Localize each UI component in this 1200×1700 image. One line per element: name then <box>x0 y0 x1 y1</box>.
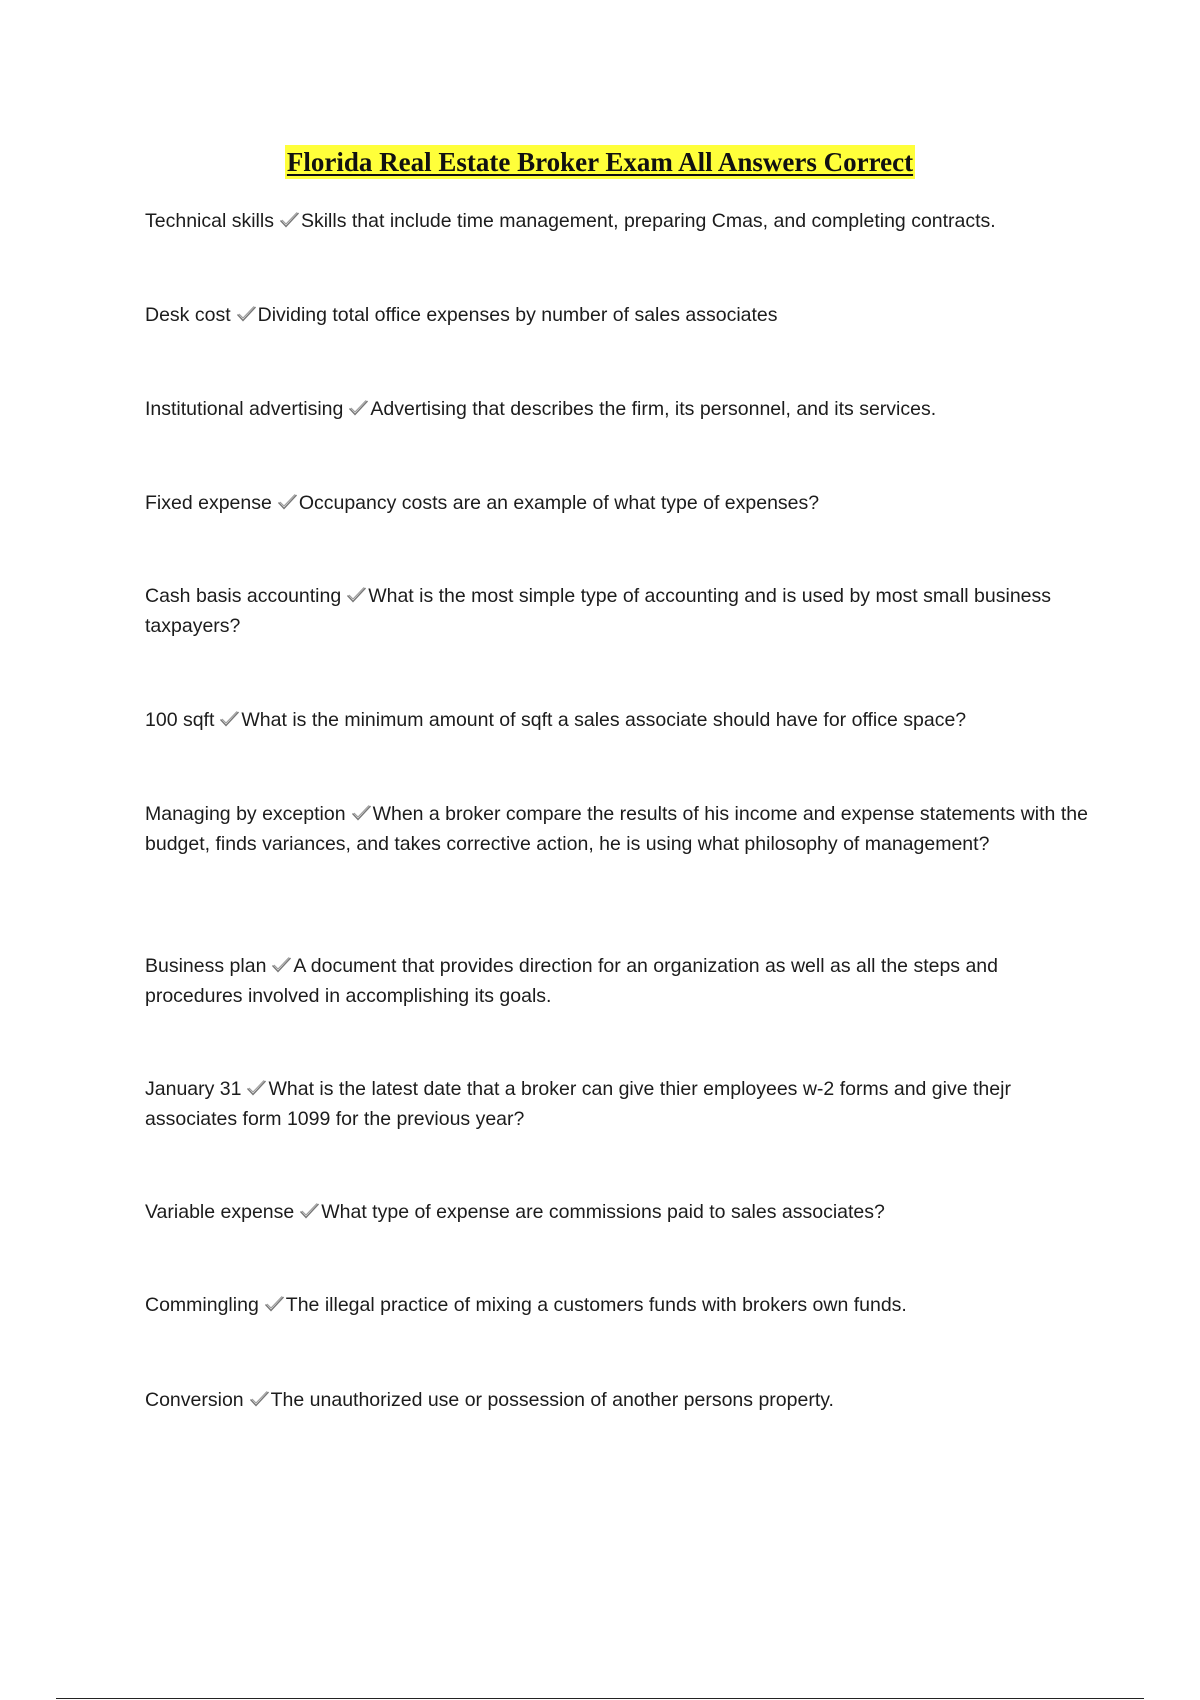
check-mark-icon <box>236 305 257 323</box>
qa-entry <box>145 705 1090 735</box>
check-mark-icon <box>348 399 369 417</box>
check-mark-icon <box>277 493 298 511</box>
entry-definition: When a broker compare the results of his income and expense statements with the budget, finds variances, and takes corrective action, he is using what philosophy of management? <box>145 803 1088 855</box>
qa-entry <box>145 488 1090 518</box>
entry-definition: Occupancy costs are an example of what type of expenses? <box>298 492 820 514</box>
qa-entry <box>145 1197 1090 1227</box>
entry-term: Business plan <box>145 955 267 977</box>
title-container <box>0 145 1200 179</box>
entry-definition: The unauthorized use or possession of another persons property. <box>270 1389 834 1411</box>
qa-entry <box>145 1385 1090 1415</box>
check-mark-icon <box>246 1079 267 1097</box>
check-mark-icon <box>351 804 372 822</box>
entry-definition: Skills that include time management, preparing Cmas, and completing contracts. <box>300 210 996 232</box>
entry-definition: What type of expense are commissions paid to sales associates? <box>321 1201 885 1223</box>
entry-definition: What is the latest date that a broker can give thier employees w-2 forms and give thejr associates form 1099 for the previous year? <box>145 1078 1011 1130</box>
entry-definition: Advertising that describes the firm, its personnel, and its services. <box>370 398 937 420</box>
entry-term: Cash basis accounting <box>145 585 342 607</box>
qa-entry <box>145 1074 1090 1134</box>
qa-entry <box>145 581 1090 641</box>
qa-entry <box>145 951 1090 1011</box>
qa-entry <box>145 300 1090 330</box>
check-mark-icon <box>219 710 240 728</box>
entry-term: January 31 <box>145 1078 242 1100</box>
entry-definition: Dividing total office expenses by number of sales associates <box>257 304 778 326</box>
entry-term: Technical skills <box>145 210 274 232</box>
check-mark-icon <box>346 586 367 604</box>
entry-term: Fixed expense <box>145 492 272 514</box>
qa-entry <box>145 394 1090 424</box>
check-mark-icon <box>249 1390 270 1408</box>
qa-entry <box>145 799 1090 859</box>
footer-rule <box>56 1698 1144 1699</box>
entry-term: Desk cost <box>145 304 231 326</box>
entry-term: Managing by exception <box>145 803 346 825</box>
entry-definition: A document that provides direction for an organization as well as all the steps and procedures involved in accomplishing its goals. <box>145 955 999 1007</box>
entry-term: Variable expense <box>145 1201 295 1223</box>
entry-term: 100 sqft <box>145 709 215 731</box>
entry-definition: What is the minimum amount of sqft a sales associate should have for office space? <box>241 709 967 731</box>
qa-entry <box>145 1290 1090 1320</box>
document-title: Florida Real Estate Broker Exam All Answers Correct <box>286 147 914 177</box>
check-mark-icon <box>299 1202 320 1220</box>
entry-term: Conversion <box>145 1389 244 1411</box>
entry-definition: What is the most simple type of accounting and is used by most small business taxpayers? <box>145 585 1052 637</box>
entry-definition: The illegal practice of mixing a customers funds with brokers own funds. <box>285 1294 907 1316</box>
check-mark-icon <box>264 1295 285 1313</box>
qa-entry <box>145 206 1090 236</box>
entry-term: Institutional advertising <box>145 398 344 420</box>
check-mark-icon <box>279 211 300 229</box>
entry-term: Commingling <box>145 1294 259 1316</box>
check-mark-icon <box>271 956 292 974</box>
